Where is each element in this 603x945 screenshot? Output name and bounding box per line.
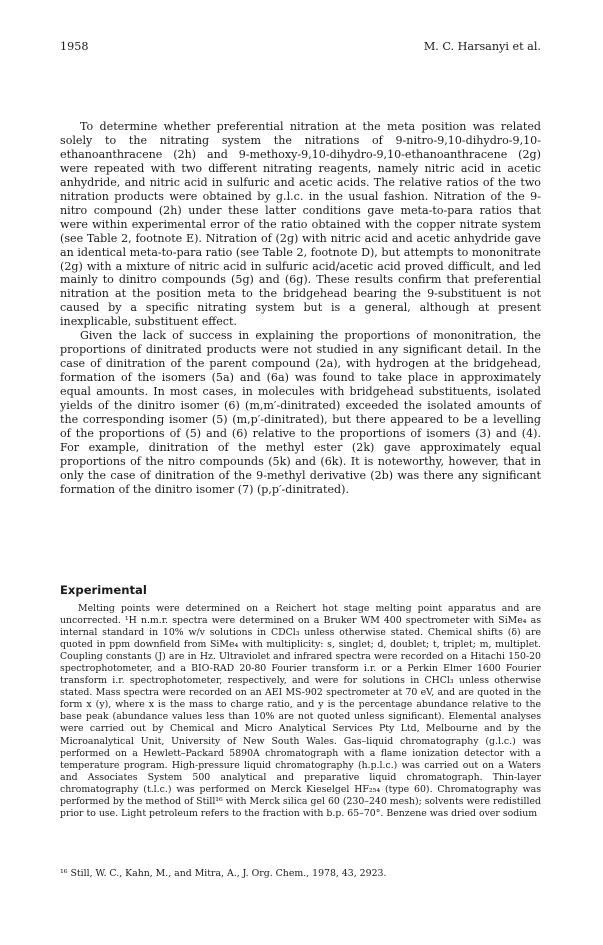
page-header — [60, 40, 541, 56]
footnote-16: ¹⁶ Still, W. C., Kahn, M., and Mitra, A., J. Org. Chem., 1978, 43, 2923. — [60, 868, 387, 879]
experimental-section — [60, 603, 541, 820]
page-number: 1958 — [60, 40, 89, 53]
section-heading-experimental: Experimental — [60, 583, 147, 597]
experimental-paragraph: Melting points were determined on a Reichert hot stage melting point apparatus and are uncorrected. ¹H n.m.r. spectra were determined on a Bruker WM 400 spectrometer with SiMe₄ as internal standard in 10% w/v solutions in CDCl₃ unless otherwise stated. Chemical shifts (δ) are quoted in ppm downfield from SiMe₄ with multiplicity: s, singlet; d, doublet; t, triplet; m, multiplet. Coupling constants (J) are in Hz. Ultraviolet and infrared spectra were recorded on a Hitachi 150-20 spectrophotometer, and a BIO-RAD 20-80 Fourier transform i.r. or a Perkin Elmer 1600 Fourier transform i.r. spectrophotometer, respectively, and were for solutions in CHCl₃ unless otherwise stated. Mass spectra were recorded on an AEI MS-902 spectrometer at 70 eV, and are quoted in the form x (y), where x is the mass to charge ratio, and y is the percentage abundance relative to the base peak (abundance values less than 10% are not quoted unless significant). Elemental analyses were carried out by Chemical and Micro Analytical Services Pty Ltd, Melbourne and by the Microanalytical Unit, University of New South Wales. Gas–liquid chromatography (g.l.c.) was performed on a Hewlett–Packard 5890A chromatograph with a flame ionization detector with a temperature program. High-pressure liquid chromatography (h.p.l.c.) was carried out on a Waters and Associates System 500 analytical and preparative liquid chromatograph. Thin-layer chromatography (t.l.c.) was performed on Merck Kieselgel HF₂₅₄ (type 60). Chromatography was performed by the method of Still¹⁶ with Merck silica gel 60 (230–240 mesh); solvents were redistilled prior to use. Light petroleum refers to the fraction with b.p. 65–70°. Benzene was dried over sodium — [60, 603, 541, 819]
running-head: M. C. Harsanyi et al. — [423, 40, 541, 53]
paragraph-meta-nitration: To determine whether preferential nitration at the meta position was related solely to the nitrating system the nitrations of 9-nitro-9,10-dihydro-9,10-ethanoanthracene (2h) and 9-methoxy-9,10-dihydro-9,10-ethanoanthracene (2g) were repeated with two different nitrating reagents, namely nitric acid in acetic anhydride, and nitric acid in sulfuric and acetic acids. The relative ratios of the two nitration products were obtained by g.l.c. in the usual fashion. Nitration of the 9-nitro compound (2h) under these latter conditions gave meta-to-para ratios that were within experimental error of the ratio obtained with the copper nitrate system (see Table 2, footnote E). Nitration of (2g) with nitric acid and acetic anhydride gave an identical meta-to-para ratio (see Table 2, footnote D), but attempts to mononitrate (2g) with a mixture of nitric acid in sulfuric acid/acetic acid proved difficult, and led mainly to dinitro compounds (5g) and (6g). These results confirm that preferential nitration at the position meta to the bridgehead bearing the 9-substituent is not caused by a specific nitrating system but is a general, although at present inexplicable, substituent effect. — [60, 120, 541, 329]
paragraph-dinitration: Given the lack of success in explaining the proportions of mononitration, the proportions of dinitrated products were not studied in any significant detail. In the case of dinitration of the parent compound (2a), with hydrogen at the bridgehead, formation of the isomers (5a) and (6a) was found to take place in approximately equal amounts. In most cases, in molecules with bridgehead substituents, isolated yields of the dinitro isomer (6) (m,m′-dinitrated) exceeded the isolated amounts of the corresponding isomer (5) (m,p′-dinitrated), but there appeared to be a levelling of the proportions of (5) and (6) relative to the proportions of isomers (3) and (4). For example, dinitration of the methyl ester (2k) gave approximately equal proportions of the nitro compounds (5k) and (6k). It is noteworthy, however, that in only the case of dinitration of the 9-methyl derivative (2b) was there any significant formation of the dinitro isomer (7) (p,p′-dinitrated). — [60, 329, 541, 496]
body-text — [60, 120, 541, 497]
